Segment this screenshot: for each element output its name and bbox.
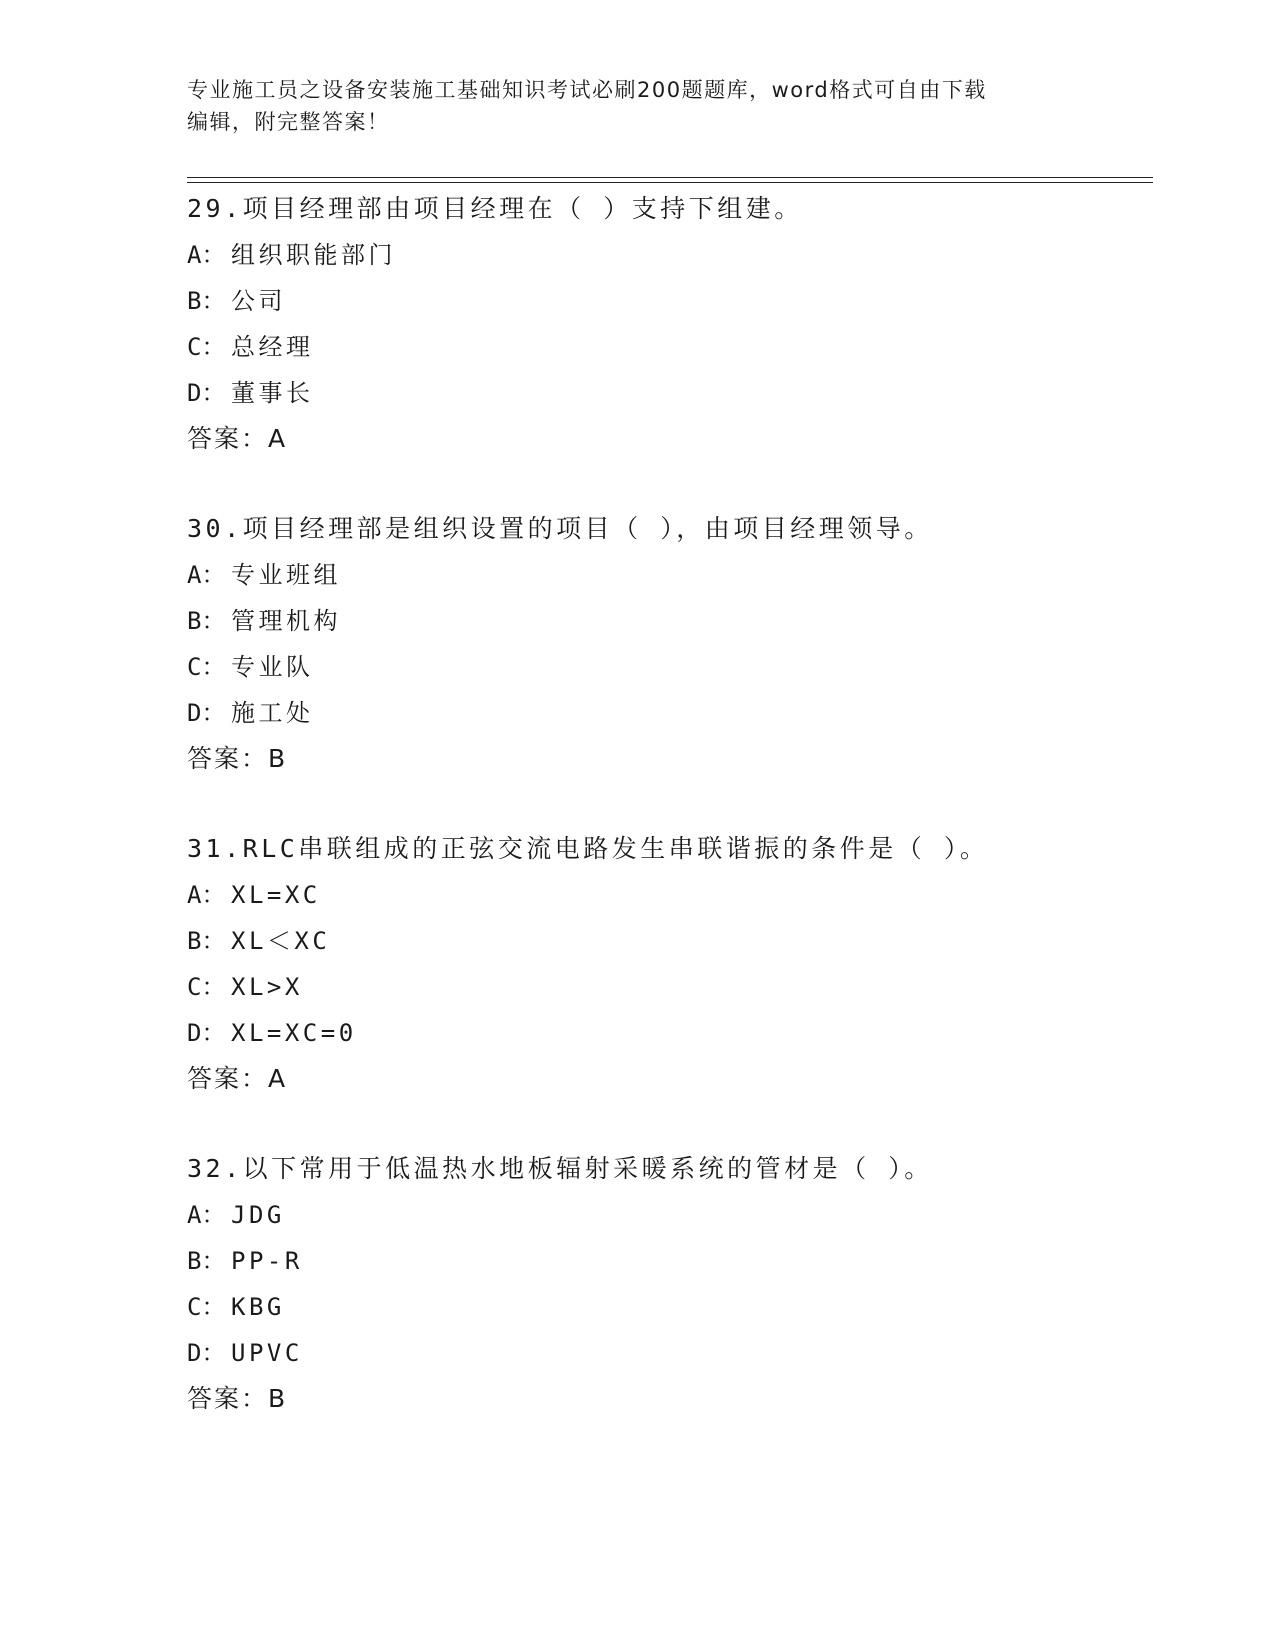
option-c	[187, 644, 1187, 690]
option-d	[187, 1330, 1187, 1376]
option-text: PP-R	[231, 1247, 303, 1275]
option-letter: D：	[187, 379, 226, 407]
answer-label: 答案：	[187, 744, 269, 773]
question-32	[187, 1146, 1187, 1422]
option-a	[187, 872, 1187, 918]
option-a	[187, 1192, 1187, 1238]
answer-line	[187, 1376, 1187, 1422]
option-text: 组织职能部门	[231, 241, 396, 269]
option-b	[187, 1238, 1187, 1284]
option-letter: C：	[187, 653, 226, 681]
option-d	[187, 1010, 1187, 1056]
option-text: 专业队	[231, 653, 314, 681]
header-title-line-1: 专业施工员之设备安装施工基础知识考试必刷200题题库，word格式可自由下载	[187, 78, 987, 102]
question-stem: 29.项目经理部由项目经理在（ ）支持下组建。	[187, 194, 803, 223]
option-letter: B：	[187, 607, 226, 635]
option-letter: C：	[187, 1293, 226, 1321]
option-letter: C：	[187, 333, 226, 361]
document-header	[187, 74, 1077, 138]
option-text: 总经理	[231, 333, 314, 361]
option-text: XL＜XC	[231, 927, 331, 955]
answer-line	[187, 416, 1187, 462]
option-text: 专业班组	[231, 561, 341, 589]
option-letter: D：	[187, 1019, 226, 1047]
option-letter: C：	[187, 973, 226, 1001]
answer-label: 答案：	[187, 1384, 269, 1413]
option-letter: B：	[187, 927, 226, 955]
answer-line	[187, 1056, 1187, 1102]
header-divider-bottom	[187, 182, 1153, 183]
option-letter: B：	[187, 287, 226, 315]
option-c	[187, 1284, 1187, 1330]
option-a	[187, 232, 1187, 278]
option-text: KBG	[231, 1293, 285, 1321]
option-text: 施工处	[231, 699, 314, 727]
option-text: XL=XC=0	[231, 1019, 357, 1047]
question-29	[187, 186, 1187, 462]
option-b	[187, 278, 1187, 324]
option-letter: D：	[187, 1339, 226, 1367]
answer-value: A	[268, 1064, 288, 1093]
option-b	[187, 918, 1187, 964]
option-text: 董事长	[231, 379, 314, 407]
answer-label: 答案：	[187, 1064, 269, 1093]
header-divider-top	[187, 177, 1153, 178]
option-text: 公司	[231, 287, 286, 315]
answer-line	[187, 736, 1187, 782]
option-text: JDG	[231, 1201, 285, 1229]
option-text: 管理机构	[231, 607, 341, 635]
option-letter: A：	[187, 881, 226, 909]
option-text: XL=XC	[231, 881, 321, 909]
option-letter: B：	[187, 1247, 226, 1275]
option-a	[187, 552, 1187, 598]
option-c	[187, 964, 1187, 1010]
question-stem: 30.项目经理部是组织设置的项目（ ），由项目经理领导。	[187, 514, 933, 543]
option-text: UPVC	[231, 1339, 303, 1367]
option-text: XL>X	[231, 973, 303, 1001]
question-stem: 31.RLC串联组成的正弦交流电路发生串联谐振的条件是（ ）。	[187, 834, 989, 863]
option-letter: A：	[187, 1201, 226, 1229]
option-c	[187, 324, 1187, 370]
option-letter: A：	[187, 561, 226, 589]
answer-value: A	[268, 424, 288, 453]
option-d	[187, 690, 1187, 736]
question-30	[187, 506, 1187, 782]
option-letter: D：	[187, 699, 226, 727]
answer-label: 答案：	[187, 424, 269, 453]
question-stem: 32.以下常用于低温热水地板辐射采暖系统的管材是（ ）。	[187, 1154, 933, 1183]
option-b	[187, 598, 1187, 644]
question-31	[187, 826, 1187, 1102]
header-title-line-2: 编辑，附完整答案！	[187, 110, 390, 134]
answer-value: B	[268, 744, 288, 773]
option-letter: A：	[187, 241, 226, 269]
answer-value: B	[268, 1384, 288, 1413]
option-d	[187, 370, 1187, 416]
